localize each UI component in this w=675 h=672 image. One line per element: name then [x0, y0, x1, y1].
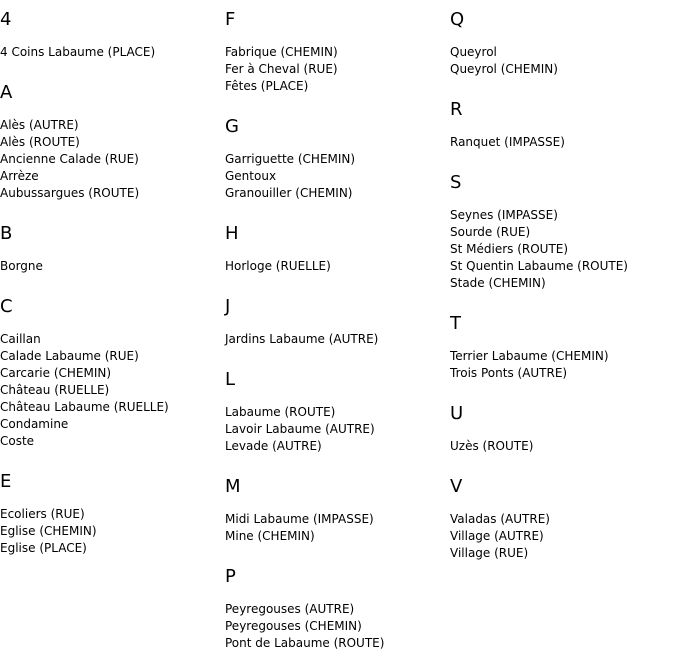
street-link[interactable]: Pont de Labaume (ROUTE) — [225, 636, 385, 650]
street-link[interactable]: Seynes (IMPASSE) — [450, 208, 558, 222]
letter-section — [225, 8, 450, 95]
street-link[interactable]: Aubussargues (ROUTE) — [0, 186, 140, 200]
street-link[interactable]: Coste — [0, 434, 35, 448]
street-link[interactable]: Labaume (ROUTE) — [225, 405, 336, 419]
letter-section — [0, 8, 225, 61]
street-link[interactable]: Fabrique (CHEMIN) — [225, 45, 338, 59]
section-letter-heading: R — [450, 99, 463, 120]
street-list — [450, 134, 675, 151]
street-link[interactable]: 4 Coins Labaume (PLACE) — [0, 45, 156, 59]
street-list — [0, 506, 225, 557]
street-list — [225, 44, 450, 95]
section-letter-heading: S — [450, 172, 462, 193]
section-letter-heading: H — [225, 223, 239, 244]
street-index — [0, 8, 675, 672]
street-link[interactable]: Fer à Cheval (RUE) — [225, 62, 338, 76]
street-link[interactable]: Ranquet (IMPASSE) — [450, 135, 565, 149]
letter-section — [0, 81, 225, 202]
street-list — [225, 258, 450, 275]
street-link[interactable]: Uzès (ROUTE) — [450, 439, 534, 453]
street-link[interactable]: Château Labaume (RUELLE) — [0, 400, 169, 414]
index-column — [450, 8, 675, 672]
letter-section — [450, 8, 675, 78]
letter-section — [450, 98, 675, 151]
section-letter-heading: L — [225, 369, 236, 390]
street-link[interactable]: Peyregouses (CHEMIN) — [225, 619, 362, 633]
street-list — [225, 601, 450, 652]
street-link[interactable]: Trois Ponts (AUTRE) — [450, 366, 568, 380]
section-letter-heading: C — [0, 296, 13, 317]
letter-section — [225, 565, 450, 652]
street-link[interactable]: Queyrol (CHEMIN) — [450, 62, 558, 76]
street-link[interactable]: Borgne — [0, 259, 43, 273]
street-link[interactable]: Condamine — [0, 417, 69, 431]
letter-section — [225, 475, 450, 545]
letter-section — [450, 171, 675, 292]
letter-section — [225, 295, 450, 348]
street-link[interactable]: Valadas (AUTRE) — [450, 512, 550, 526]
street-link[interactable]: Garriguette (CHEMIN) — [225, 152, 356, 166]
street-list — [450, 438, 675, 455]
street-link[interactable]: Carcarie (CHEMIN) — [0, 366, 112, 380]
street-link[interactable]: Fêtes (PLACE) — [225, 79, 309, 93]
section-letter-heading: J — [225, 296, 231, 317]
street-list — [450, 207, 675, 292]
street-list — [450, 511, 675, 562]
section-letter-heading: E — [0, 471, 12, 492]
street-link[interactable]: Sourde (RUE) — [450, 225, 531, 239]
street-link[interactable]: Caillan — [0, 332, 41, 346]
street-link[interactable]: Levade (AUTRE) — [225, 439, 322, 453]
street-link[interactable]: St Médiers (ROUTE) — [450, 242, 569, 256]
street-link[interactable]: Granouiller (CHEMIN) — [225, 186, 353, 200]
street-list — [450, 348, 675, 382]
street-link[interactable]: Jardins Labaume (AUTRE) — [225, 332, 379, 346]
street-link[interactable]: Alès (AUTRE) — [0, 118, 79, 132]
street-link[interactable]: Village (AUTRE) — [450, 529, 544, 543]
letter-section — [0, 470, 225, 557]
section-letter-heading: B — [0, 223, 13, 244]
street-list — [0, 117, 225, 202]
street-list — [225, 331, 450, 348]
street-link[interactable]: Queyrol — [450, 45, 497, 59]
section-letter-heading: 4 — [0, 9, 12, 30]
index-column — [0, 8, 225, 672]
street-list — [225, 151, 450, 202]
street-link[interactable]: Arrèze — [0, 169, 39, 183]
street-link[interactable]: Horloge (RUELLE) — [225, 259, 331, 273]
street-link[interactable]: Ecoliers (RUE) — [0, 507, 85, 521]
street-link[interactable]: Village (RUE) — [450, 546, 529, 560]
street-link[interactable]: Eglise (CHEMIN) — [0, 524, 97, 538]
section-letter-heading: P — [225, 566, 236, 587]
section-letter-heading: U — [450, 403, 464, 424]
street-link[interactable]: Château (RUELLE) — [0, 383, 110, 397]
street-link[interactable]: Midi Labaume (IMPASSE) — [225, 512, 374, 526]
section-letter-heading: F — [225, 9, 236, 30]
letter-section — [0, 295, 225, 450]
street-list — [0, 44, 225, 61]
letter-section — [0, 222, 225, 275]
street-link[interactable]: Eglise (PLACE) — [0, 541, 87, 555]
section-letter-heading: A — [0, 82, 13, 103]
letter-section — [450, 475, 675, 562]
street-link[interactable]: Calade Labaume (RUE) — [0, 349, 139, 363]
index-column — [225, 8, 450, 672]
street-list — [0, 258, 225, 275]
letter-section — [225, 368, 450, 455]
street-link[interactable]: Gentoux — [225, 169, 277, 183]
street-link[interactable]: Ancienne Calade (RUE) — [0, 152, 139, 166]
street-link[interactable]: Mine (CHEMIN) — [225, 529, 315, 543]
letter-section — [450, 402, 675, 455]
street-link[interactable]: Peyregouses (AUTRE) — [225, 602, 355, 616]
street-link[interactable]: St Quentin Labaume (ROUTE) — [450, 259, 628, 273]
street-list — [0, 331, 225, 450]
street-list — [450, 44, 675, 78]
letter-section — [450, 312, 675, 382]
street-link[interactable]: Alès (ROUTE) — [0, 135, 80, 149]
letter-section — [225, 222, 450, 275]
street-link[interactable]: Terrier Labaume (CHEMIN) — [450, 349, 609, 363]
section-letter-heading: V — [450, 476, 463, 497]
street-list — [225, 511, 450, 545]
street-list — [225, 404, 450, 455]
section-letter-heading: T — [450, 313, 461, 334]
street-link[interactable]: Lavoir Labaume (AUTRE) — [225, 422, 375, 436]
street-link[interactable]: Stade (CHEMIN) — [450, 276, 546, 290]
section-letter-heading: M — [225, 476, 241, 497]
letter-section — [225, 115, 450, 202]
section-letter-heading: G — [225, 116, 239, 137]
section-letter-heading: Q — [450, 9, 465, 30]
